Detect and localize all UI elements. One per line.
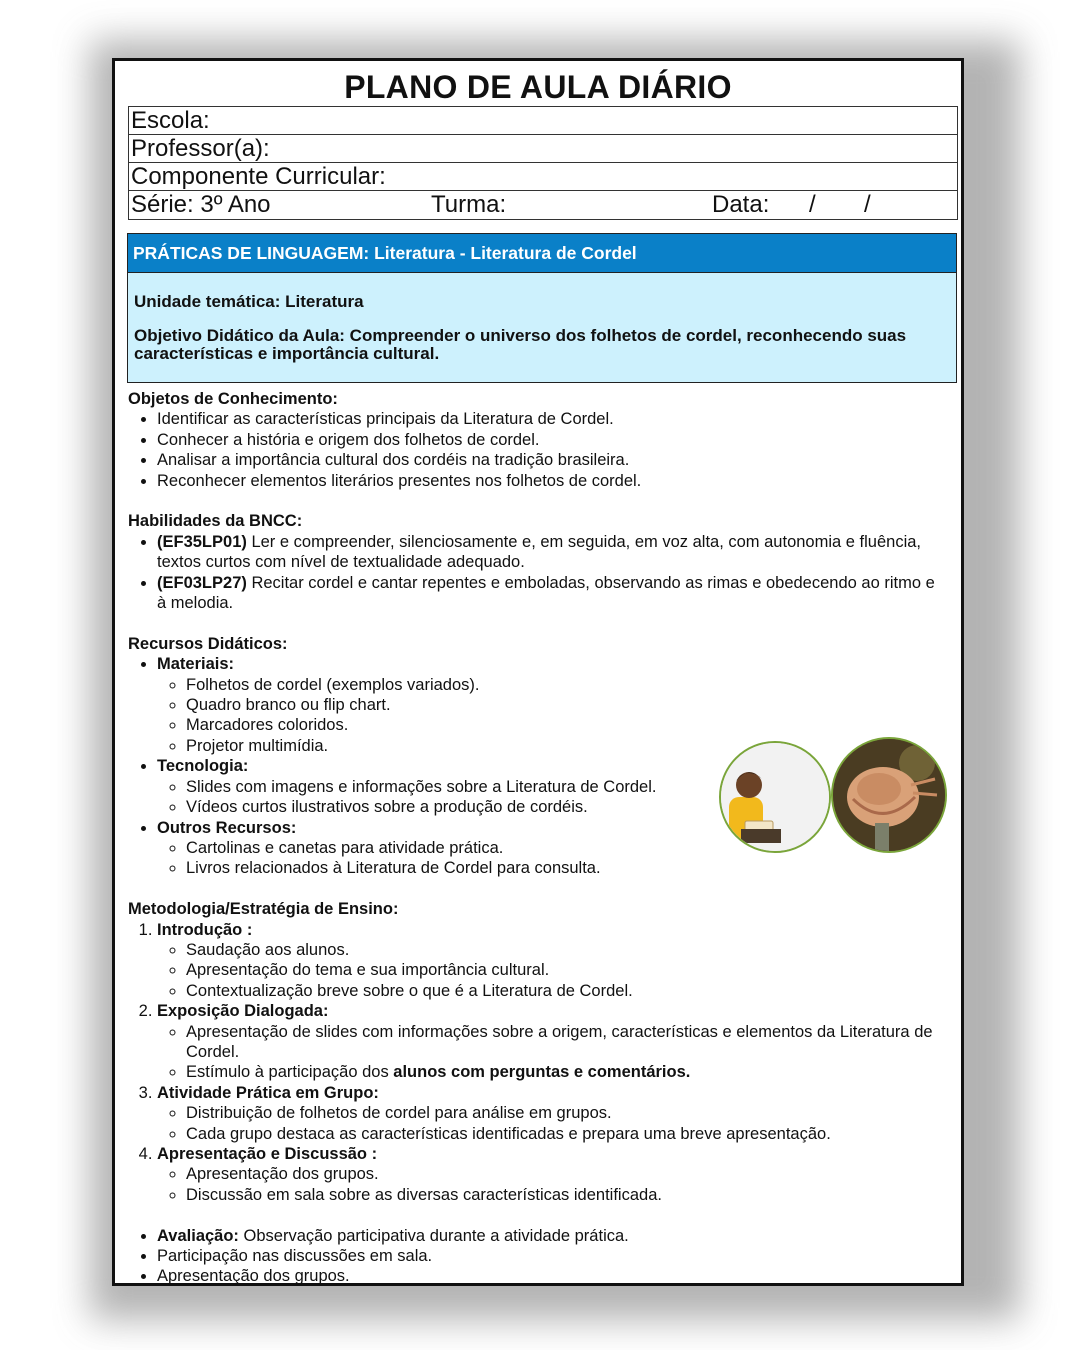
list-item: ◦ Saudação aos alunos. — [186, 940, 948, 960]
componente-label: Componente Curricular: — [131, 163, 386, 190]
group-label: Outros Recursos: — [157, 818, 297, 837]
list-item: ◦ Cartolinas e canetas para atividade prática. — [186, 838, 948, 858]
list-item — [157, 654, 948, 756]
date-separator: / — [809, 191, 816, 218]
list-item: ◦ Contextualização breve sobre o que é a Literatura de Cordel. — [186, 981, 948, 1001]
professor-label: Professor(a): — [131, 135, 270, 162]
skill-text: Ler e compreender, silenciosamente e, em seguida, em voz alta, com autonomia e fluência, textos curtos com nível de textualidade adequado. — [157, 532, 921, 572]
list-item — [157, 920, 948, 1002]
unidade-tematica: Unidade temática: Literatura — [134, 292, 364, 311]
item-bold-text: alunos com perguntas e comentários. — [393, 1063, 691, 1082]
objetivo-didatico: Objetivo Didático da Aula: Compreender o universo dos folhetos de cordel, reconhecendo suas características e importância cultural. — [134, 326, 907, 363]
list-item: • Conhecer a história e origem dos folhetos de cordel. — [157, 430, 948, 450]
list-item: ◦ Quadro branco ou flip chart. — [186, 695, 948, 715]
avaliacao-list — [128, 1226, 948, 1287]
child-reading-photo — [719, 741, 831, 853]
list-item: ◦ Vídeos curtos ilustrativos sobre a produção de cordéis. — [186, 797, 948, 817]
page-title: PLANO DE AULA DIÁRIO — [344, 69, 732, 105]
escola-label: Escola: — [131, 107, 210, 134]
metodologia-list — [128, 920, 948, 1206]
recursos-title: Recursos Didáticos: — [128, 634, 288, 653]
list-item: ◦ Marcadores coloridos. — [186, 715, 948, 735]
list-item: • Reconhecer elementos literários presentes nos folhetos de cordel. — [157, 471, 948, 491]
list-item — [157, 1144, 948, 1205]
componente-field[interactable] — [129, 163, 957, 191]
list-item: ◦ Discussão em sala sobre as diversas características identificada. — [186, 1185, 948, 1205]
list-item: ◦ Distribuição de folhetos de cordel para análise em grupos. — [186, 1103, 948, 1123]
list-item: ◦ Apresentação de slides com informações sobre a origem, características e elementos da Literatura de Cordel. — [186, 1022, 948, 1063]
list-item: ◦ Apresentação dos grupos. — [186, 1164, 948, 1184]
list-item: ◦ Projetor multimídia. — [186, 736, 948, 756]
list-item — [157, 1083, 948, 1144]
habilidades-title: Habilidades da BNCC: — [128, 512, 303, 531]
metodologia-title: Metodologia/Estratégia de Ensino: — [128, 900, 399, 919]
serie-label: Série: 3º Ano — [131, 191, 271, 218]
list-item: ◦ Slides com imagens e informações sobre a Literatura de Cordel. — [186, 777, 948, 797]
list-item: ◦ Livros relacionados à Literatura de Cordel para consulta. — [186, 858, 948, 878]
topic-header: PRÁTICAS DE LINGUAGEM: Literatura - Literatura de Cordel — [128, 234, 956, 273]
group-label: Materiais: — [157, 655, 235, 674]
list-item — [157, 573, 948, 614]
list-item: • Apresentação dos grupos. — [157, 1266, 948, 1286]
list-item — [186, 1062, 948, 1082]
step-label: Atividade Prática em Grupo: — [157, 1083, 379, 1102]
avaliacao-text: Observação participativa durante a atividade prática. — [238, 1226, 629, 1245]
objetos-list — [128, 409, 948, 491]
skill-text: Recitar cordel e cantar repentes e emboladas, observando as rimas e obedecendo ao ritmo e à melodia. — [157, 573, 935, 613]
turma-label: Turma: — [431, 191, 507, 218]
list-item: ◦ Apresentação do tema e sua importância cultural. — [186, 960, 948, 980]
group-label: Tecnologia: — [157, 757, 249, 776]
date-separator: / — [864, 191, 871, 218]
list-item — [157, 532, 948, 573]
habilidades-list — [128, 532, 948, 614]
objetos-title: Objetos de Conhecimento: — [128, 390, 338, 408]
item-text: Estímulo à participação dos — [186, 1063, 394, 1082]
recursos-list — [128, 654, 948, 878]
professor-field[interactable] — [129, 135, 957, 163]
list-item: • Analisar a importância cultural dos cordéis na tradição brasileira. — [157, 450, 948, 470]
list-item: • Participação nas discussões em sala. — [157, 1246, 948, 1266]
skill-code: (EF35LP01) — [157, 532, 247, 551]
list-item: ◦ Cada grupo destaca as características identificadas e prepara uma breve apresentação. — [186, 1124, 948, 1144]
list-item: ◦ Folhetos de cordel (exemplos variados). — [186, 675, 948, 695]
lesson-plan-sheet — [112, 58, 964, 1286]
list-item: • Identificar as características principais da Literatura de Cordel. — [157, 409, 948, 429]
lesson-content — [128, 389, 948, 1287]
step-label: Exposição Dialogada: — [157, 1002, 329, 1021]
step-label: Apresentação e Discussão : — [157, 1144, 378, 1163]
avaliacao-label: Avaliação: — [157, 1226, 239, 1245]
list-item — [157, 818, 948, 879]
topic-box — [127, 233, 957, 383]
step-label: Introdução : — [157, 920, 253, 939]
skill-code: (EF03LP27) — [157, 573, 247, 592]
list-item — [157, 1001, 948, 1083]
leather-hat-photo — [831, 737, 947, 853]
list-item — [157, 1226, 948, 1246]
data-label: Data: — [712, 191, 770, 218]
escola-field[interactable] — [129, 107, 957, 135]
serie-turma-data-row[interactable] — [129, 191, 957, 219]
header-form — [128, 106, 958, 220]
